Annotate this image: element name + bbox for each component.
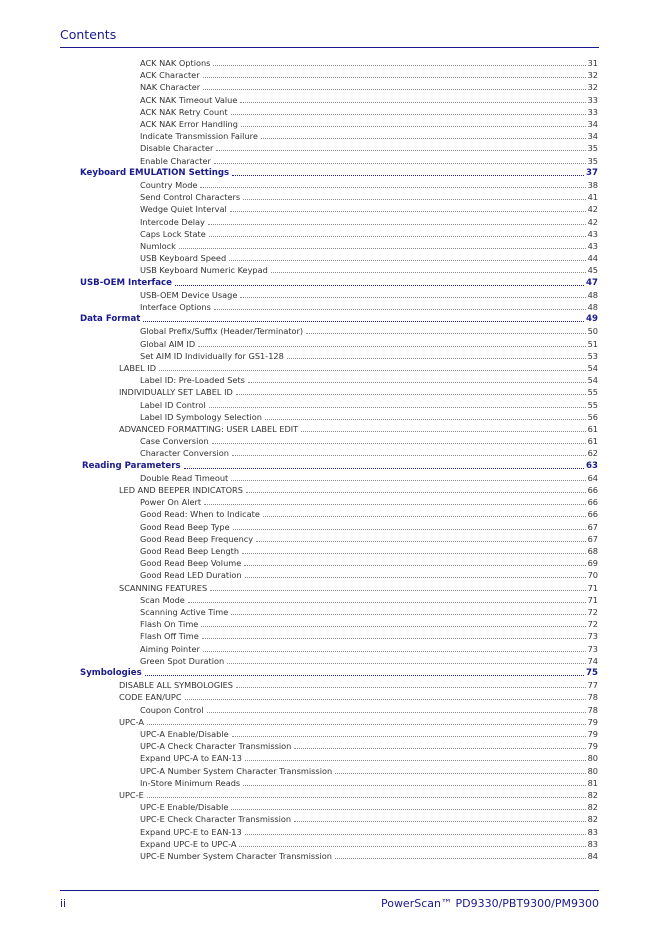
toc-entry-title: Aiming Pointer: [140, 643, 200, 654]
toc-entry-title: ACK Character: [140, 70, 200, 81]
toc-entry-title: UPC-A Enable/Disable: [140, 729, 229, 739]
toc-entry[interactable]: [140, 751, 598, 763]
toc-entry-title: Enable Character: [140, 155, 211, 166]
toc-entry[interactable]: [119, 715, 598, 727]
toc-entry-page: 63: [586, 460, 598, 471]
toc-dot-leader: [214, 163, 586, 164]
toc-dot-leader: [232, 455, 586, 456]
toc-entry-page: 77: [587, 680, 598, 691]
toc-entry-title: UPC-E: [119, 790, 144, 800]
toc-entry[interactable]: [140, 837, 598, 849]
toc-entry-title: UPC-A Check Character Transmission: [140, 741, 292, 752]
toc-dot-leader: [294, 748, 585, 749]
toc-entry[interactable]: [80, 312, 598, 324]
toc-entry-page: 72: [587, 607, 598, 617]
toc-dot-leader: [243, 199, 585, 200]
toc-entry-page: 34: [587, 119, 598, 129]
toc-entry[interactable]: [140, 544, 598, 556]
toc-entry-page: 73: [587, 643, 598, 654]
toc-dot-leader: [188, 602, 586, 603]
toc-entry-page: 64: [587, 472, 598, 483]
toc-entry-title: Good Read LED Duration: [140, 570, 242, 581]
toc-entry[interactable]: [140, 93, 598, 105]
toc-entry-title: Global AIM ID: [140, 338, 196, 349]
toc-dot-leader: [145, 675, 584, 676]
toc-dot-leader: [231, 809, 585, 810]
toc-entry-page: 34: [587, 131, 598, 142]
toc-entry-title: Green Spot Duration: [140, 655, 225, 666]
toc-entry-title: USB-OEM Interface: [80, 277, 172, 288]
toc-entry-title: USB Keyboard Numeric Keypad: [140, 265, 268, 276]
toc-entry[interactable]: [140, 202, 598, 214]
toc-dot-leader: [263, 516, 586, 517]
toc-entry-page: 67: [587, 521, 598, 532]
toc-entry-title: CODE EAN/UPC: [119, 692, 182, 703]
toc-entry-page: 82: [587, 814, 598, 825]
toc-dot-leader: [227, 663, 585, 664]
toc-entry-title: INDIVIDUALLY SET LABEL ID: [119, 387, 233, 398]
toc-entry[interactable]: [140, 520, 598, 532]
toc-dot-leader: [213, 65, 585, 66]
toc-dot-leader: [241, 126, 586, 127]
toc-entry-title: Good Read Beep Type: [140, 521, 230, 532]
toc-dot-leader: [214, 309, 586, 310]
toc-entry-page: 79: [587, 716, 598, 727]
header-divider: [60, 47, 599, 48]
toc-entry[interactable]: [140, 825, 598, 837]
toc-entry[interactable]: [140, 410, 598, 422]
toc-entry-title: ACK NAK Options: [140, 58, 211, 68]
toc-dot-leader: [242, 553, 586, 554]
toc-entry[interactable]: [140, 654, 598, 666]
toc-dot-leader: [204, 504, 585, 505]
toc-entry[interactable]: [140, 642, 598, 654]
toc-entry-page: 61: [587, 436, 598, 447]
toc-entry-page: 68: [587, 546, 598, 556]
toc-dot-leader: [236, 687, 586, 688]
toc-entry-title: Good Read Beep Frequency: [140, 533, 254, 544]
toc-dot-leader: [271, 272, 586, 273]
toc-dot-leader: [229, 260, 585, 261]
toc-entry-page: 54: [587, 375, 598, 386]
toc-entry[interactable]: [140, 373, 598, 385]
toc-entry[interactable]: [82, 459, 598, 471]
toc-entry[interactable]: [119, 422, 598, 434]
toc-dot-leader: [143, 321, 584, 322]
toc-entry[interactable]: [140, 703, 598, 715]
toc-dot-leader: [207, 712, 586, 713]
toc-entry[interactable]: [140, 605, 598, 617]
toc-entry-page: 83: [587, 838, 598, 849]
toc-entry-title: In-Store Minimum Reads: [140, 777, 241, 788]
toc-entry-page: 56: [587, 411, 598, 422]
toc-entry-page: 81: [587, 777, 598, 788]
toc-dot-leader: [244, 565, 585, 566]
toc-entry[interactable]: [119, 361, 598, 373]
toc-entry[interactable]: [140, 68, 598, 80]
toc-entry-title: Scanning Active Time: [140, 607, 229, 617]
toc-entry-title: Coupon Control: [140, 704, 204, 715]
toc-dot-leader: [179, 248, 586, 249]
toc-dot-leader: [210, 590, 585, 591]
toc-entry-title: Numlock: [140, 241, 176, 251]
toc-entry[interactable]: [140, 398, 598, 410]
toc-entry[interactable]: [140, 80, 598, 92]
toc-entry-page: 72: [587, 619, 598, 630]
toc-entry[interactable]: [140, 849, 598, 861]
toc-dot-leader: [159, 370, 586, 371]
toc-entry[interactable]: [140, 471, 598, 483]
toc-entry-page: 33: [587, 106, 598, 117]
toc-entry[interactable]: [140, 178, 598, 190]
toc-dot-leader: [201, 626, 585, 627]
toc-entry[interactable]: [140, 532, 598, 544]
toc-dot-leader: [265, 419, 586, 420]
footer-page-number: ii: [60, 897, 67, 910]
toc-dot-leader: [335, 773, 585, 774]
toc-entry-title: Case Conversion: [140, 436, 209, 447]
toc-entry[interactable]: [140, 288, 598, 300]
toc-dot-leader: [261, 138, 586, 139]
toc-entry-title: LED AND BEEPER INDICATORS: [119, 485, 243, 495]
toc-entry-title: Flash On Time: [140, 619, 199, 630]
toc-entry-page: 69: [587, 558, 598, 569]
toc-entry-page: 62: [587, 448, 598, 459]
toc-entry-page: 79: [587, 741, 598, 752]
toc-entry-title: Wedge Quiet Interval: [140, 204, 227, 215]
toc-entry-page: 79: [587, 729, 598, 739]
toc-entry[interactable]: [140, 227, 598, 239]
toc-entry-title: Data Format: [80, 314, 141, 325]
toc-entry-page: 74: [587, 655, 598, 666]
toc-entry[interactable]: [140, 812, 598, 824]
toc-dot-leader: [236, 394, 586, 395]
toc-entry[interactable]: [140, 593, 598, 605]
toc-entry-title: Indicate Transmission Failure: [140, 131, 258, 142]
toc-dot-leader: [209, 236, 586, 237]
toc-entry-page: 55: [587, 399, 598, 410]
toc-entry[interactable]: [80, 166, 598, 178]
toc-entry-title: Double Read Timeout: [140, 472, 229, 483]
toc-entry-page: 66: [587, 509, 598, 520]
toc-dot-leader: [203, 89, 585, 90]
toc-entry-page: 44: [587, 253, 598, 264]
toc-entry-title: ACK NAK Retry Count: [140, 106, 228, 117]
toc-entry-page: 82: [587, 802, 598, 813]
toc-entry[interactable]: [119, 581, 598, 593]
toc-entry-title: Power On Alert: [140, 497, 202, 508]
toc-entry-page: 80: [587, 753, 598, 764]
toc-dot-leader: [301, 431, 585, 432]
toc-entry-title: NAK Character: [140, 82, 201, 93]
toc-entry-title: SCANNING FEATURES: [119, 582, 208, 593]
toc-entry[interactable]: [140, 141, 598, 153]
toc-entry[interactable]: [119, 788, 598, 800]
toc-entry-title: Expand UPC-A to EAN-13: [140, 753, 242, 764]
toc-entry[interactable]: [140, 105, 598, 117]
toc-dot-leader: [245, 760, 586, 761]
toc-dot-leader: [245, 577, 586, 578]
toc-entry-page: 33: [587, 94, 598, 105]
toc-dot-leader: [246, 492, 586, 493]
toc-entry-page: 38: [587, 180, 598, 190]
page-header-title: Contents: [60, 27, 117, 42]
toc-entry[interactable]: [140, 251, 598, 263]
toc-entry-page: 73: [587, 631, 598, 642]
toc-entry-page: 47: [586, 277, 598, 288]
toc-entry-page: 70: [587, 570, 598, 581]
toc-entry-title: Good Read Beep Length: [140, 546, 240, 556]
toc-entry[interactable]: [140, 154, 598, 166]
toc-dot-leader: [200, 187, 585, 188]
toc-dot-leader: [243, 785, 585, 786]
toc-entry-title: LABEL ID: [119, 363, 157, 373]
toc-entry-title: ACK NAK Timeout Value: [140, 94, 238, 105]
toc-entry[interactable]: [140, 776, 598, 788]
toc-entry-page: 82: [587, 790, 598, 800]
toc-entry-title: Interface Options: [140, 302, 211, 312]
toc-entry-page: 42: [587, 216, 598, 227]
toc-dot-leader: [185, 699, 586, 700]
toc-dot-leader: [294, 821, 585, 822]
toc-entry-page: 75: [586, 668, 598, 678]
toc-entry[interactable]: [140, 446, 598, 458]
toc-entry-title: UPC-E Check Character Transmission: [140, 814, 292, 825]
toc-dot-leader: [184, 468, 584, 469]
toc-dot-leader: [212, 443, 586, 444]
toc-entry[interactable]: [119, 483, 598, 495]
toc-entry-page: 61: [587, 424, 598, 434]
toc-entry-page: 78: [587, 692, 598, 703]
toc-entry-page: 71: [587, 594, 598, 605]
toc-dot-leader: [208, 224, 586, 225]
toc-dot-leader: [245, 834, 586, 835]
toc-entry-title: Character Conversion: [140, 448, 229, 459]
toc-dot-leader: [209, 407, 586, 408]
toc-entry-page: 67: [587, 533, 598, 544]
toc-entry-title: Send Control Characters: [140, 192, 241, 203]
toc-entry-title: ACK NAK Error Handling: [140, 119, 238, 129]
toc-entry[interactable]: [140, 263, 598, 275]
toc-dot-leader: [231, 114, 586, 115]
toc-entry-title: Keyboard EMULATION Settings: [80, 167, 230, 178]
toc-entry-page: 84: [587, 851, 598, 861]
toc-entry-page: 49: [586, 314, 598, 325]
toc-entry-page: 53: [587, 350, 598, 361]
toc-dot-leader: [203, 651, 586, 652]
toc-entry-title: Label ID Control: [140, 399, 206, 410]
toc-entry[interactable]: [140, 629, 598, 641]
toc-entry-title: USB-OEM Device Usage: [140, 289, 238, 300]
toc-entry-page: 31: [587, 58, 598, 68]
toc-entry-title: Expand UPC-E to EAN-13: [140, 826, 242, 837]
toc-entry[interactable]: [140, 300, 598, 312]
toc-entry[interactable]: [119, 690, 598, 702]
toc-entry-title: Intercode Delay: [140, 216, 205, 227]
toc-entry[interactable]: [119, 678, 598, 690]
toc-entry-page: 83: [587, 826, 598, 837]
footer-divider: [60, 890, 599, 891]
toc-entry-page: 54: [587, 363, 598, 373]
toc-entry-title: Global Prefix/Suffix (Header/Terminator): [140, 326, 304, 337]
toc-dot-leader: [287, 358, 586, 359]
toc-entry-title: Label ID Symbology Selection: [140, 411, 262, 422]
toc-entry[interactable]: [140, 190, 598, 202]
toc-entry-page: 50: [587, 326, 598, 337]
toc-entry-page: 32: [587, 70, 598, 81]
toc-entry-title: Disable Character: [140, 143, 214, 154]
toc-entry[interactable]: [140, 215, 598, 227]
toc-entry-page: 41: [587, 192, 598, 203]
toc-dot-leader: [232, 736, 586, 737]
toc-entry-page: 51: [587, 338, 598, 349]
toc-entry-title: ADVANCED FORMATTING: USER LABEL EDIT: [119, 424, 299, 434]
toc-dot-leader: [335, 858, 586, 859]
toc-entry-page: 48: [587, 289, 598, 300]
toc-entry-title: Label ID: Pre-Loaded Sets: [140, 375, 245, 386]
toc-dot-leader: [231, 480, 585, 481]
toc-entry-title: Caps Lock State: [140, 228, 206, 239]
toc-entry-title: UPC-E Enable/Disable: [140, 802, 229, 813]
toc-dot-leader: [202, 638, 586, 639]
toc-entry[interactable]: [140, 507, 598, 519]
toc-dot-leader: [232, 175, 584, 176]
toc-dot-leader: [216, 150, 585, 151]
toc-entry-title: USB Keyboard Speed: [140, 253, 227, 264]
toc-dot-leader: [231, 614, 585, 615]
toc-entry-page: 35: [587, 143, 598, 154]
toc-entry-title: Reading Parameters: [82, 460, 181, 471]
toc-entry-page: 37: [586, 167, 598, 178]
toc-entry-title: Symbologies: [80, 668, 142, 678]
toc-entry-title: Flash Off Time: [140, 631, 199, 642]
toc-entry[interactable]: [140, 617, 598, 629]
footer-product-name: PowerScan™ PD9330/PBT9300/PM9300: [380, 897, 599, 910]
toc-entry-page: 55: [587, 387, 598, 398]
toc-dot-leader: [248, 382, 586, 383]
toc-entry-title: UPC-E Number System Character Transmission: [140, 851, 332, 861]
toc-entry-page: 43: [587, 228, 598, 239]
toc-entry-title: Good Read: When to Indicate: [140, 509, 260, 520]
toc-entry-page: 66: [587, 497, 598, 508]
toc-entry[interactable]: [140, 800, 598, 812]
toc-entry-title: Set AIM ID Individually for GS1-128: [140, 350, 284, 361]
toc-dot-leader: [230, 211, 586, 212]
toc-entry[interactable]: [80, 666, 598, 678]
toc-entry[interactable]: [140, 349, 598, 361]
toc-dot-leader: [203, 77, 586, 78]
toc-entry-page: 78: [587, 704, 598, 715]
toc-entry-title: Country Mode: [140, 180, 198, 190]
toc-entry[interactable]: [140, 129, 598, 141]
toc-entry[interactable]: [140, 495, 598, 507]
toc-entry[interactable]: [140, 568, 598, 580]
toc-entry-page: 66: [587, 485, 598, 495]
toc-dot-leader: [256, 541, 585, 542]
toc-dot-leader: [239, 846, 585, 847]
toc-entry-title: Good Read Beep Volume: [140, 558, 242, 569]
toc-entry[interactable]: [140, 739, 598, 751]
toc-entry-page: 80: [587, 765, 598, 776]
toc-entry-page: 45: [587, 265, 598, 276]
toc-entry[interactable]: [140, 556, 598, 568]
toc-entry[interactable]: [140, 324, 598, 336]
toc-dot-leader: [147, 797, 586, 798]
toc-entry[interactable]: [80, 276, 598, 288]
toc-entry[interactable]: [140, 337, 598, 349]
toc-dot-leader: [240, 297, 585, 298]
toc-entry[interactable]: [140, 239, 598, 251]
toc-entry-page: 71: [587, 582, 598, 593]
toc-dot-leader: [306, 333, 585, 334]
toc-entry[interactable]: [140, 727, 598, 739]
toc-entry[interactable]: [119, 385, 598, 397]
toc-entry-title: DISABLE ALL SYMBOLOGIES: [119, 680, 233, 691]
toc-entry-page: 48: [587, 302, 598, 312]
toc-entry[interactable]: [140, 764, 598, 776]
toc-entry-page: 42: [587, 204, 598, 215]
toc-entry-title: UPC-A: [119, 716, 145, 727]
toc-entry[interactable]: [140, 117, 598, 129]
toc-entry[interactable]: [140, 434, 598, 446]
toc-entry-title: UPC-A Number System Character Transmission: [140, 765, 333, 776]
toc-dot-leader: [175, 285, 584, 286]
toc-entry-page: 35: [587, 155, 598, 166]
toc-entry[interactable]: [140, 56, 598, 68]
toc-dot-leader: [233, 529, 586, 530]
toc-entry-page: 32: [587, 82, 598, 93]
toc-dot-leader: [147, 724, 586, 725]
toc-entry-page: 43: [587, 241, 598, 251]
toc-dot-leader: [240, 102, 585, 103]
toc-dot-leader: [198, 346, 585, 347]
toc-entry-title: Expand UPC-E to UPC-A: [140, 838, 237, 849]
toc-entry-title: Scan Mode: [140, 594, 185, 605]
